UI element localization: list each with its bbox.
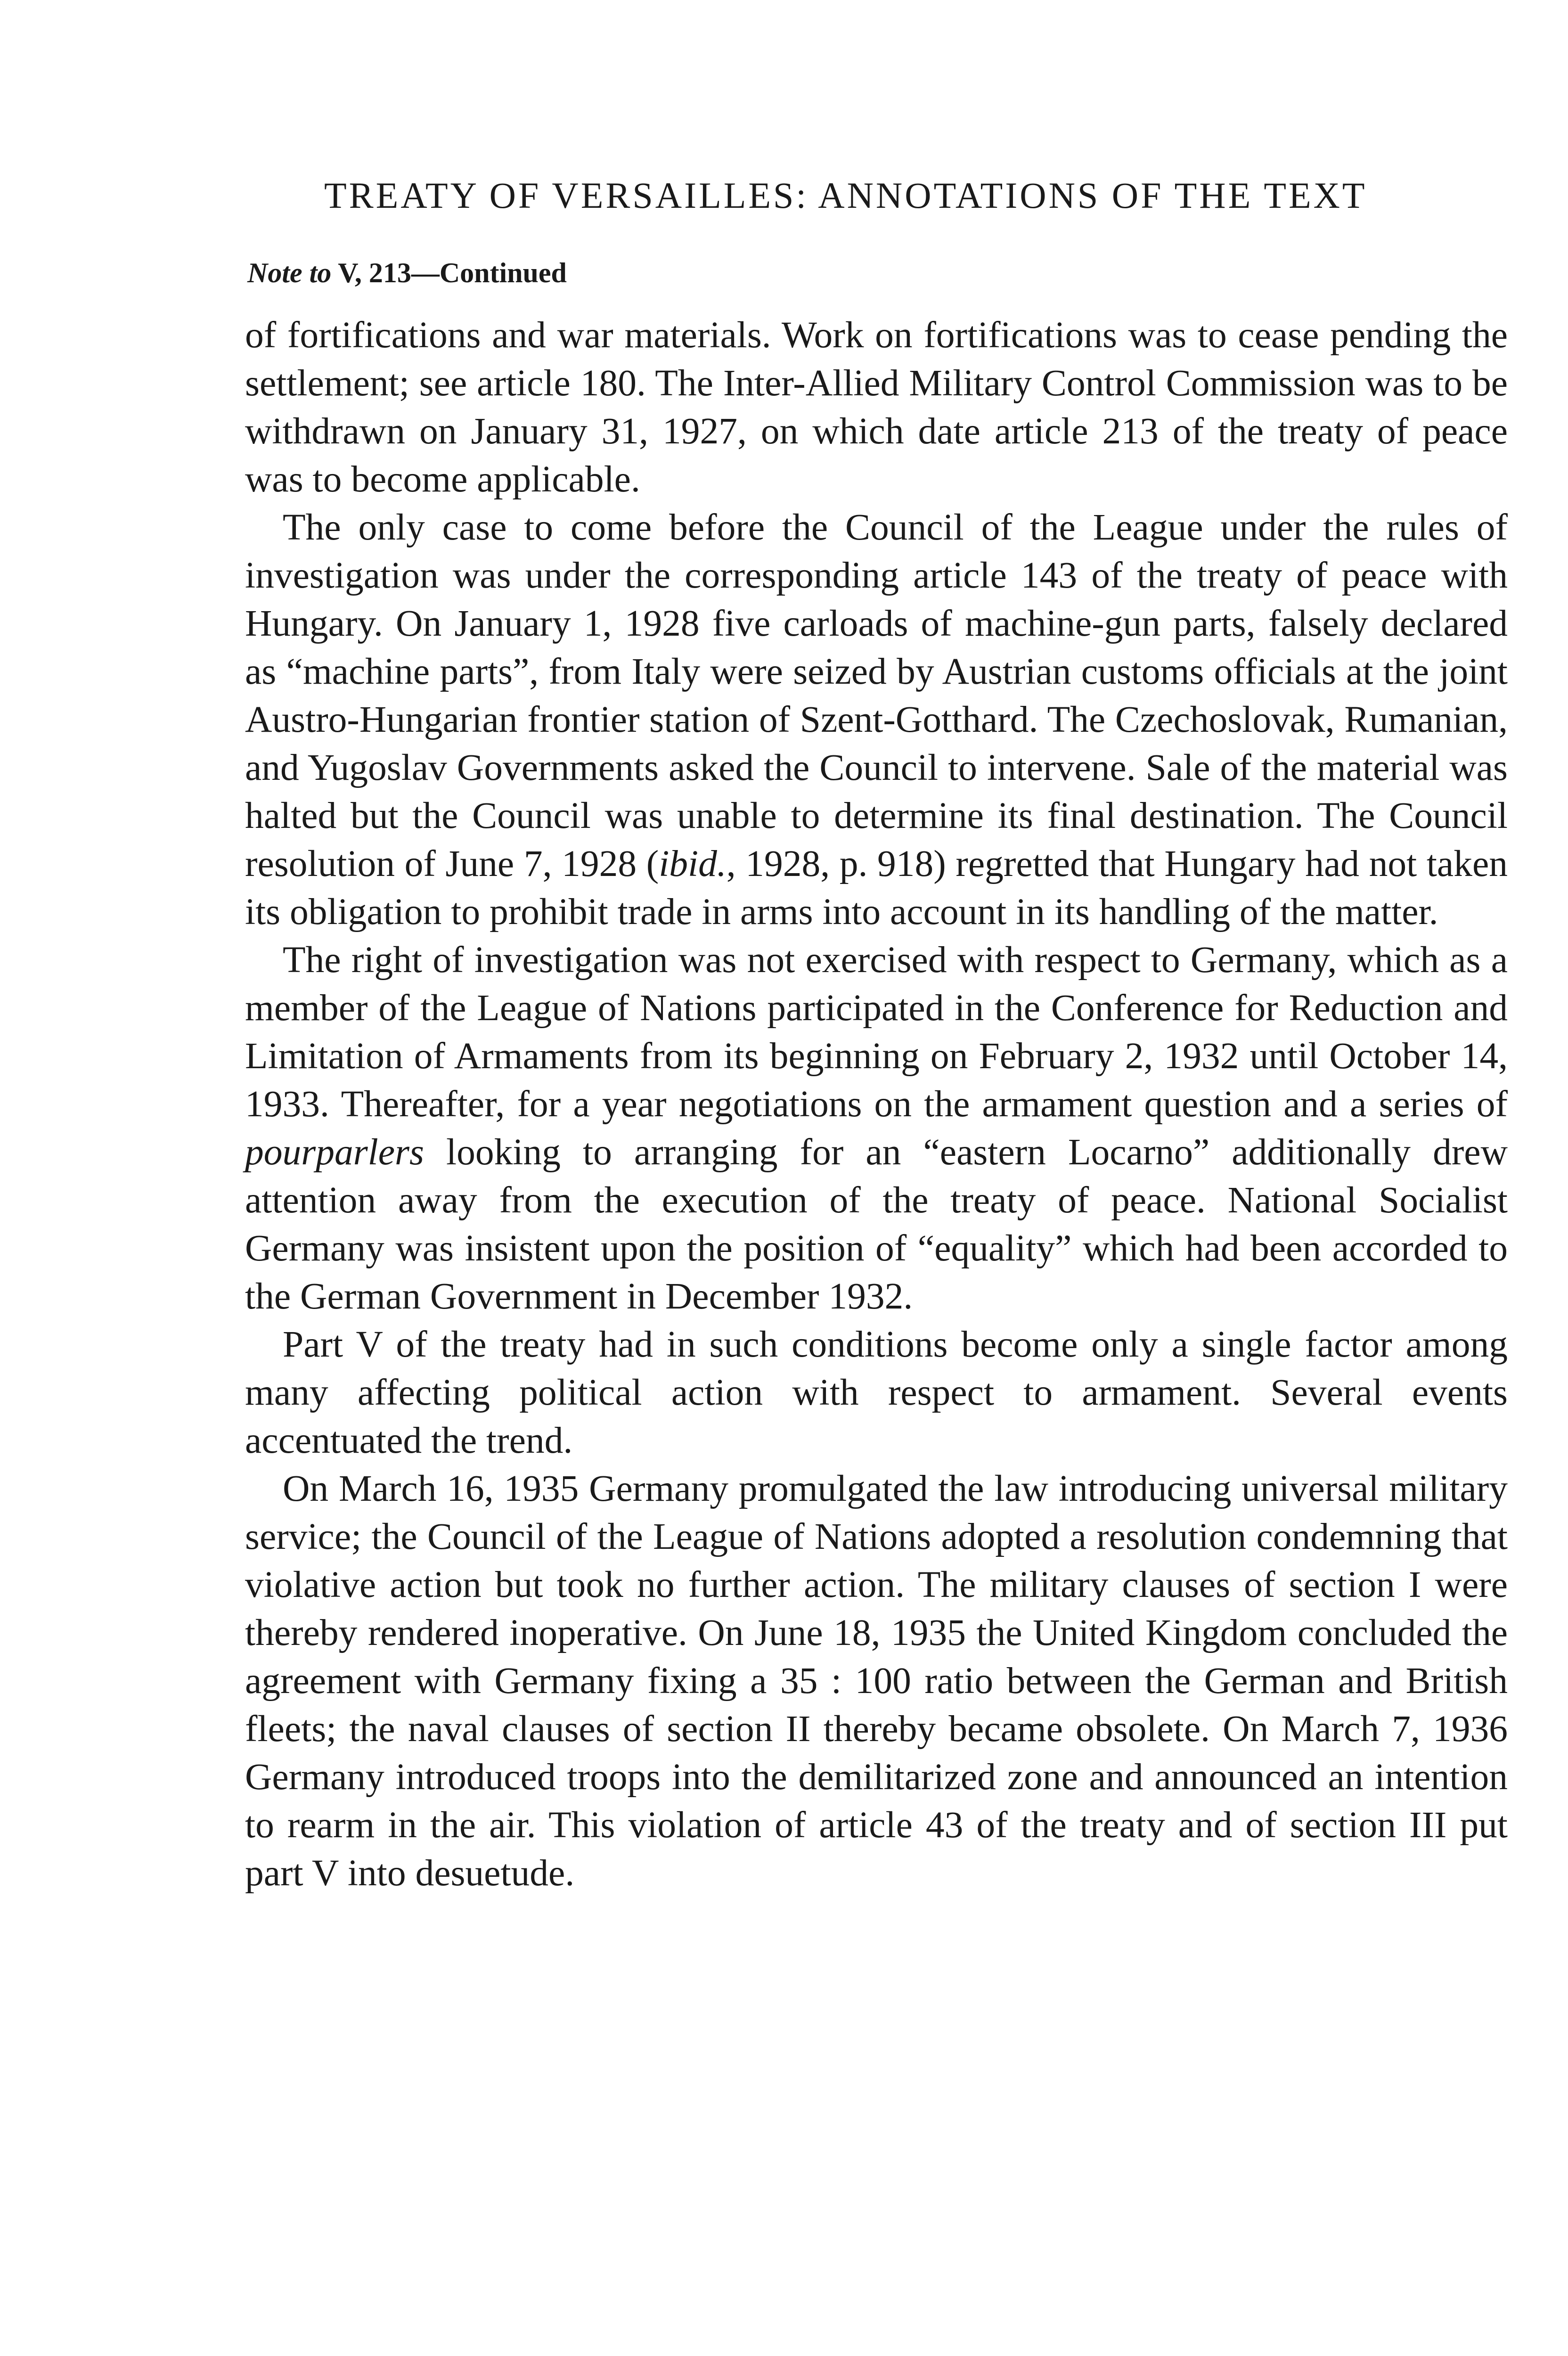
paragraph [245, 1320, 1508, 1464]
running-title: TREATY OF VERSAILLES: ANNOTATIONS OF THE TEXT [324, 175, 1367, 216]
text-run: of fortifications and war materials. Work on fortifications was to cease pending the settlement; see article 180. The Inter-Allied Military Control Commission was to be withdrawn on January 31, 1927, on which date article 213 of the treaty of peace was to become applicable. [245, 314, 1508, 500]
paragraph [245, 503, 1508, 936]
text-run: , 1928, p. 918) regretted that Hungary had not taken its obligation to prohibit trade in arms into account in its handling of the matter. [245, 843, 1508, 933]
body-text [245, 311, 1508, 1897]
continuation-note [247, 257, 567, 289]
continuation-note-reference: V, 213—Continued [338, 257, 567, 288]
italic-text-run: ibid. [659, 843, 727, 884]
text-run: Part V of the treaty had in such conditions become only a single factor among many affecting political action with respect to armament. Several events accentuated the trend. [245, 1324, 1508, 1461]
continuation-note-prefix: Note to [247, 257, 332, 288]
text-run: looking to arranging for an “eastern Locarno” additionally drew attention away from the execution of the treaty of peace. National Socialist Germany was insistent upon the position of “equality” which had been accorded to the German Government in December 1932. [245, 1131, 1508, 1317]
text-run: The only case to come before the Council of the League under the rules of investigation was under the corresponding article 143 of the treaty of peace with Hungary. On January 1, 1928 five carloads of machine-gun parts, falsely declared as “machine parts”, from Italy were seized by Austrian customs officials at the joint Austro-Hungarian frontier station of Szent-Gotthard. The Czechoslovak, Rumanian, and Yugoslav Governments asked the Council to intervene. Sale of the material was halted but the Council was unable to determine its final destination. The Council resolution of June 7, 1928 ( [245, 507, 1508, 884]
paragraph [245, 311, 1508, 503]
italic-text-run: pourparlers [245, 1131, 424, 1173]
paragraph [245, 1464, 1508, 1897]
paragraph [245, 936, 1508, 1320]
text-run: The right of investigation was not exercised with respect to Germany, which as a member of the League of Nations participated in the Conference for Reduction and Limitation of Armaments from its beginning on February 2, 1932 until October 14, 1933. Thereafter, for a year negotiations on the armament question and a series of [245, 939, 1508, 1125]
text-run: On March 16, 1935 Germany promulgated the law introducing universal military service; the Council of the League of Nations adopted a resolution condemning that violative action but took no further action. The military clauses of section I were thereby rendered inoperative. On June 18, 1935 the United Kingdom concluded the agreement with Germany fixing a 35 : 100 ratio between the German and British fleets; the naval clauses of section II thereby became obsolete. On March 7, 1936 Germany introduced troops into the demilitarized zone and announced an intention to rearm in the air. This violation of article 43 of the treaty and of section III put part V into desuetude. [245, 1468, 1508, 1894]
